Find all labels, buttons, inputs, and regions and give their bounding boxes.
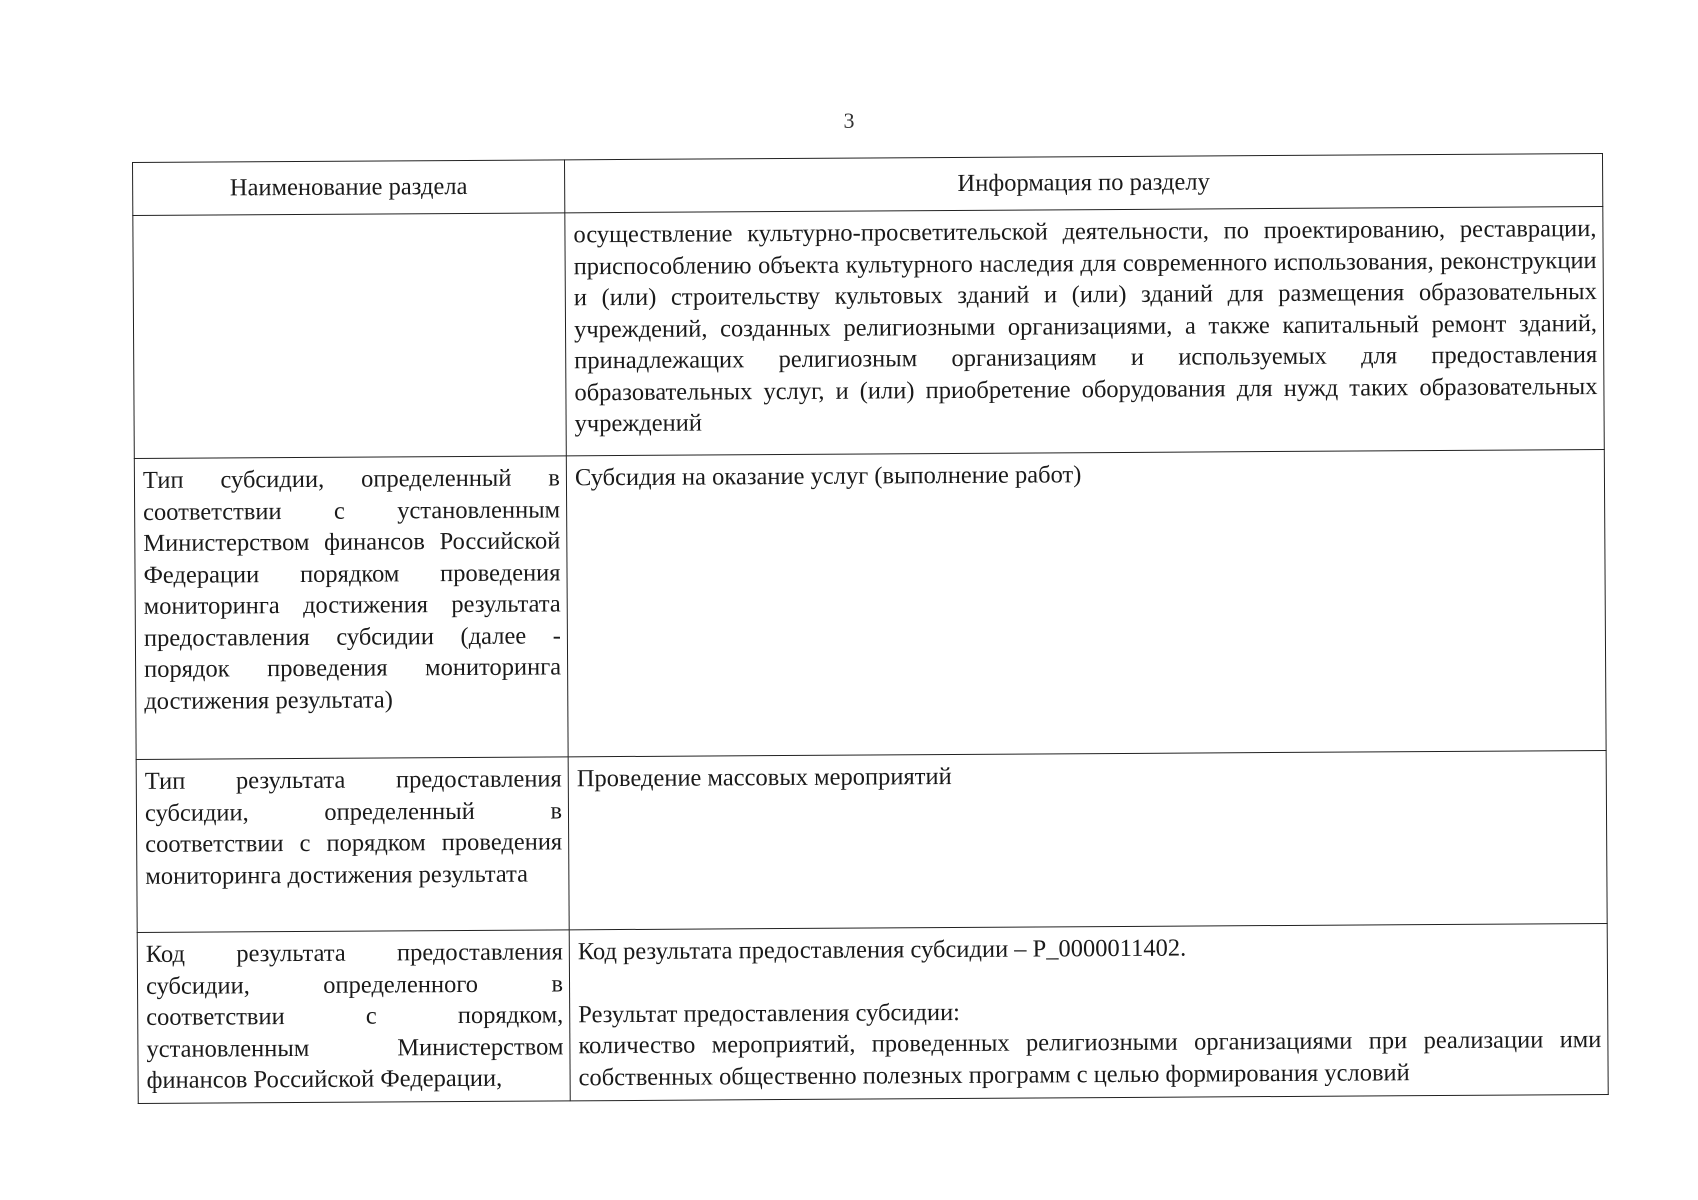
row-name-cell: Тип субсидии, определенный в соответствии с установленным Министерством финансов Российской Федерации порядком проведения мониторинга достижения результата предоставления субсидии (далее - порядок проведения мониторинга достижения результата) [134, 456, 568, 760]
table-row [137, 924, 1608, 1104]
row-info-cell: осуществление культурно-просветительской деятельности, по проектированию, реставрации, приспособлению объекта культурного наследия для современного использования, реконструкции и (или) строительству культовых зданий и (или) зданий для размещения образовательных учреждений, созданных религиозными организациями, а также капитальный ремонт зданий, принадлежащих религиозным организациям и используемых для предоставления образовательных услуг, и (или) приобретение оборудования для нужд таких образовательных учреждений [565, 207, 1604, 456]
table-row [136, 751, 1607, 933]
result-label: Результат предоставления субсидии: [578, 998, 961, 1028]
table-header-row [133, 154, 1603, 216]
row-name-cell: Тип результата предоставления субсидии, определенный в соответствии с порядком проведения мониторинга достижения результата [136, 757, 569, 933]
page-number: 3 [843, 108, 855, 133]
table-row [134, 450, 1606, 760]
result-description: количество мероприятий, проведенных религиозными организациями при реализации ими собственных общественно полезных программ с целью формирования условий [578, 1026, 1602, 1091]
result-code-text: Код результата предоставления субсидии – Р_0000011402. [577, 934, 1187, 966]
table-row [133, 207, 1604, 459]
row-name-cell [133, 213, 566, 459]
section-table [132, 153, 1609, 1104]
row-name-cell: Код результата предоставления субсидии, определенного в соответствии с порядком, установленным Министерством финансов Российской Федерации, [137, 930, 570, 1104]
row-info-cell: Проведение массовых мероприятий [568, 751, 1607, 930]
row-info-cell: Субсидия на оказание услуг (выполнение работ) [566, 450, 1606, 757]
header-section-name: Наименование раздела [133, 160, 565, 216]
row-info-cell [569, 924, 1608, 1101]
header-section-info: Информация по разделу [564, 154, 1602, 213]
